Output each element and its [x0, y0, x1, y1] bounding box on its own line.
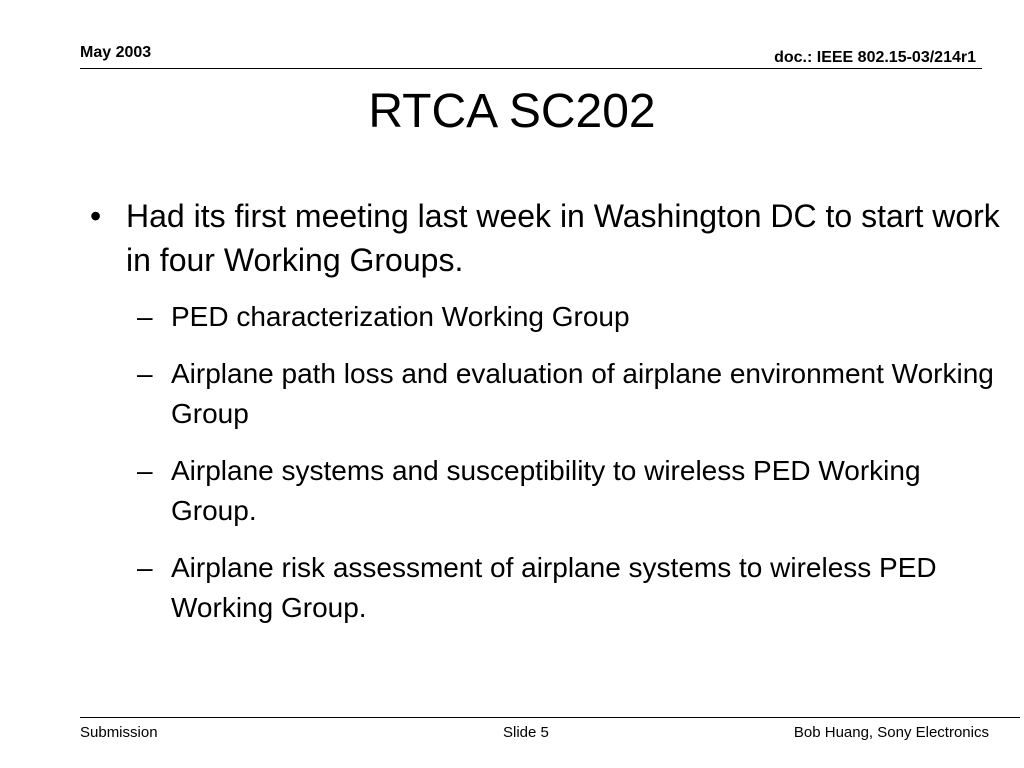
header-doc-id: doc.: IEEE 802.15-03/214r1	[774, 49, 976, 66]
bullet-marker: •	[90, 198, 102, 234]
sub-bullet-text: PED characterization Working Group	[171, 301, 630, 332]
main-bullet	[90, 194, 1000, 282]
sub-bullet-marker: –	[137, 455, 153, 486]
sub-bullet-item	[137, 354, 1000, 434]
sub-bullet-item	[137, 297, 1000, 337]
sub-bullet-marker: –	[137, 301, 153, 332]
footer-divider	[80, 717, 1020, 718]
slide-title: RTCA SC202	[368, 85, 656, 138]
footer-slide-number: Slide 5	[503, 724, 549, 741]
sub-bullet-marker: –	[137, 358, 153, 389]
slide-body	[90, 194, 1000, 645]
sub-bullet-text: Airplane systems and susceptibility to wireless PED Working Group.	[171, 455, 921, 526]
sub-bullet-text: Airplane risk assessment of airplane systems to wireless PED Working Group.	[171, 552, 937, 623]
header-divider	[80, 68, 982, 69]
sub-bullet-list	[90, 297, 1000, 628]
sub-bullet-item	[137, 548, 1000, 628]
main-bullet-text: Had its first meeting last week in Washington DC to start work in four Working Groups.	[126, 198, 1000, 278]
sub-bullet-item	[137, 451, 1000, 531]
footer-submission: Submission	[80, 724, 158, 741]
sub-bullet-text: Airplane path loss and evaluation of airplane environment Working Group	[171, 358, 994, 429]
sub-bullet-marker: –	[137, 552, 153, 583]
footer-author: Bob Huang, Sony Electronics	[793, 724, 989, 741]
header-date: May 2003	[80, 44, 152, 61]
